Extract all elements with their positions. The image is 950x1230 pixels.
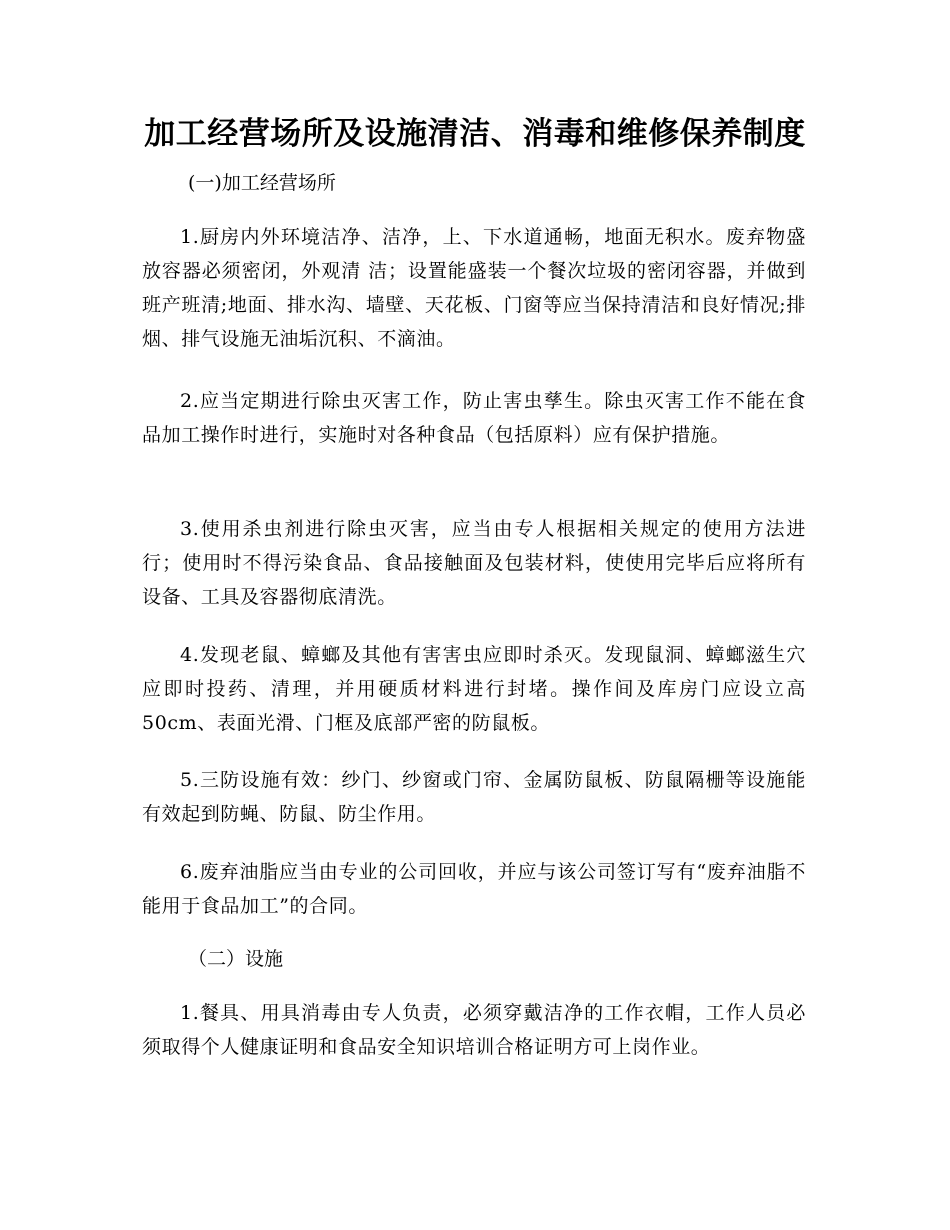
section-heading-premises: (一)加工经营场所 <box>188 172 336 194</box>
paragraph-premises-6: 6.废弃油脂应当由专业的公司回收，并应与该公司签订写有“废弃油脂不能用于食品加工”的合同。 <box>142 861 806 917</box>
paragraph-premises-3: 3.使用杀虫剂进行除虫灭害，应当由专人根据相关规定的使用方法进行；使用时不得污染食品、食品接触面及包装材料，使使用完毕后应将所有设备、工具及容器彻底清洗。 <box>142 518 806 608</box>
paragraph-premises-2: 2.应当定期进行除虫灭害工作，防止害虫孳生。除虫灭害工作不能在食品加工操作时进行，实施时对各种食品（包括原料）应有保护措施。 <box>142 390 806 446</box>
document-title: 加工经营场所及设施清洁、消毒和维修保养制度 <box>144 116 806 152</box>
paragraph-premises-5: 5.三防设施有效：纱门、纱窗或门帘、金属防鼠板、防鼠隔栅等设施能有效起到防蝇、防鼠、防尘作用。 <box>142 769 806 825</box>
paragraph-premises-4: 4.发现老鼠、蟑螂及其他有害害虫应即时杀灭。发现鼠洞、蟑螂滋生穴应即时投药、清理，并用硬质材料进行封堵。操作间及库房门应设立高50cm、表面光滑、门框及底部严密的防鼠板。 <box>142 644 806 734</box>
paragraph-premises-1: 1.厨房内外环境洁净、洁净，上、下水道通畅，地面无积水。废弃物盛放容器必须密闭，外观清 洁；设置能盛装一个餐次垃圾的密闭容器，并做到班产班清;地面、排水沟、墙壁、天花板、门窗等应当保持清洁和良好情况;排烟、排气设施无油垢沉积、不滴油。 <box>142 226 806 350</box>
section-heading-facilities: （二）设施 <box>188 948 284 970</box>
paragraph-facilities-1: 1.餐具、用具消毒由专人负责，必须穿戴洁净的工作衣帽，工作人员必须取得个人健康证明和食品安全知识培训合格证明方可上岗作业。 <box>142 1002 806 1058</box>
